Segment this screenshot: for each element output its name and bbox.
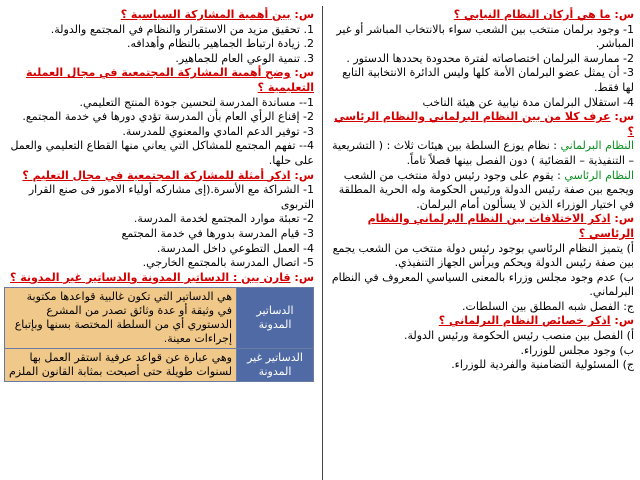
table-cell-written: هي الدساتير التي تكون غالبية قواعدها مكتوبة في وثيقة أو عدة وثائق تصدر من المشرع الدستوري أي من السلطة المختصة بسنها وبإتباع إجراءات معينة. bbox=[5, 288, 237, 349]
list-item: 2. زيادة ارتباط الجماهير بالنظام وأهدافه. bbox=[127, 37, 314, 51]
list-item: المباشر. bbox=[595, 37, 634, 51]
question-community-education: س: وضح أهمية المشاركة المجتمعية في مجال العملية التعليمية ؟ bbox=[25, 66, 314, 94]
term-presidential: النظام الرئاسي bbox=[564, 168, 634, 182]
list-item: 4-- تفهم المجتمع للمشاكل التي يعاني منها القطاع التعليمي والعمل bbox=[10, 139, 314, 153]
list-item: أ) يتميز النظام الرئاسي بوجود رئيس دولة منتخب من الشعب يجمع bbox=[332, 241, 634, 255]
list-item: ج: الفصل شبه المطلق بين السلطات. bbox=[461, 299, 634, 313]
list-item: على حلها. bbox=[268, 153, 314, 167]
list-item: 2- ممارسة البرلمان اختصاصاته لفترة محدودة يحددها الدستور . bbox=[346, 51, 634, 65]
list-item: 3- أن يمثل عضو البرلمان الأمة كلها وليس الدائرة الانتخابية التابع bbox=[342, 66, 634, 80]
list-item: 1- الشراكة مع الأسرة.(إى مشاركه أولياء الامور فى صنع القرار bbox=[28, 183, 314, 197]
list-item: لها فقط. bbox=[593, 80, 634, 94]
question-define: س: عرف كلا من بين النظام البرلماني والنظام الرئاسي ؟ bbox=[334, 110, 634, 138]
list-item: 4- استقلال البرلمان مدة نيابية عن هيئة الناخب bbox=[422, 95, 634, 109]
column-divider bbox=[322, 6, 323, 480]
list-item: 3. تنمية الوعي العام للجماهير. bbox=[175, 51, 314, 65]
list-item: ويجمع بين صفة رئيس الدولة ورئيس الحكومة وله الحرية المطلقة bbox=[338, 183, 634, 197]
list-item: 1- وجود برلمان منتخب بين الشعب سواء بالانتخاب المباشر أو غير bbox=[336, 22, 634, 36]
list-item: ج) المسئولية التضامنية والفردية للوزراء. bbox=[451, 358, 634, 372]
question-examples: س: اذكر أمثلة للمشاركة المجتمعية في مجال التعليم ؟ bbox=[22, 168, 314, 182]
table-row bbox=[5, 349, 314, 382]
question-differences: س: اذكر الاختلافات بين النظام البرلماني والنظام الرئاسي ؟ bbox=[367, 212, 634, 240]
list-item: التربوى bbox=[280, 197, 314, 211]
list-item: – التنفيذية – القضائية ) دون الفصل بينها فصلاً تاماً. bbox=[406, 153, 634, 167]
question-characteristics: س: اذكر خصائص النظام البرلماني ؟ bbox=[438, 314, 634, 328]
list-item: 4- العمل التطوعي داخل المدرسة. bbox=[156, 241, 314, 255]
list-item: 3- توفير الدعم المادي والمعنوي للمدرسة. bbox=[122, 124, 314, 138]
definition-parliamentary: النظام البرلماني : نظام يوزع السلطة بين هيئات ثلاث : ( التشريعية bbox=[332, 139, 634, 153]
list-item: ب) عدم وجود مجلس وزراء بالمعنى السياسي المعروف في النظام bbox=[331, 270, 634, 284]
list-item: 1-- مساندة المدرسة لتحسين جودة المنتج التعليمي. bbox=[79, 95, 314, 109]
question-political-participation: س: بين أهمية المشاركة السياسية ؟ bbox=[120, 8, 314, 21]
list-item: بين صفة رئيس الدولة ويحكم ويرأس الجهاز التنفيذي. bbox=[394, 256, 634, 270]
list-item: 3- قيام المدرسة بدورها في خدمة المجتمع bbox=[121, 226, 314, 240]
list-item: 2- تعبئة موارد المجتمع لخدمة المدرسة. bbox=[133, 212, 314, 226]
table-head-unwritten: الدساتير غير المدونة bbox=[237, 349, 314, 382]
list-item: في اختيار الوزراء الذين لا يسألون أمام البرلمان. bbox=[416, 197, 634, 211]
left-column bbox=[4, 8, 314, 382]
definition-presidential: النظام الرئاسي : يقوم على وجود رئيس دولة منتخب من الشعب bbox=[343, 168, 634, 182]
list-item: البرلماني. bbox=[589, 285, 634, 299]
list-item: ب) وجود مجلس للوزراء. bbox=[520, 343, 634, 357]
list-item: 1. تحقيق مزيد من الاستقرار والنظام في المجتمع والدولة. bbox=[50, 22, 314, 36]
table-head-written: الدساتير المدونة bbox=[237, 288, 314, 349]
list-item: 2- إقناع الرأي العام بأن المدرسة تؤدي دورها في خدمة المجتمع. bbox=[22, 110, 314, 124]
comparison-table bbox=[4, 287, 314, 382]
right-column bbox=[324, 8, 634, 373]
question-compare-constitutions: س: قارن بين : الدساتير المدونة والدساتير غير المدونة ؟ bbox=[10, 270, 314, 284]
question-pillars: س: ما هي أركان النظام النيابي ؟ bbox=[453, 8, 634, 21]
list-item: أ) الفصل بين منصب رئيس الحكومة ورئيس الدولة. bbox=[403, 329, 634, 343]
term-parliamentary: النظام البرلماني bbox=[560, 139, 634, 153]
table-cell-unwritten: وهي عبارة عن قواعد عرفية استقر العمل بها لسنوات طويلة حتى أصبحت بمثابة القانون الملزم bbox=[5, 349, 237, 382]
list-item: 5- اتصال المدرسة بالمجتمع الخارجي. bbox=[142, 256, 314, 270]
table-row bbox=[5, 288, 314, 349]
